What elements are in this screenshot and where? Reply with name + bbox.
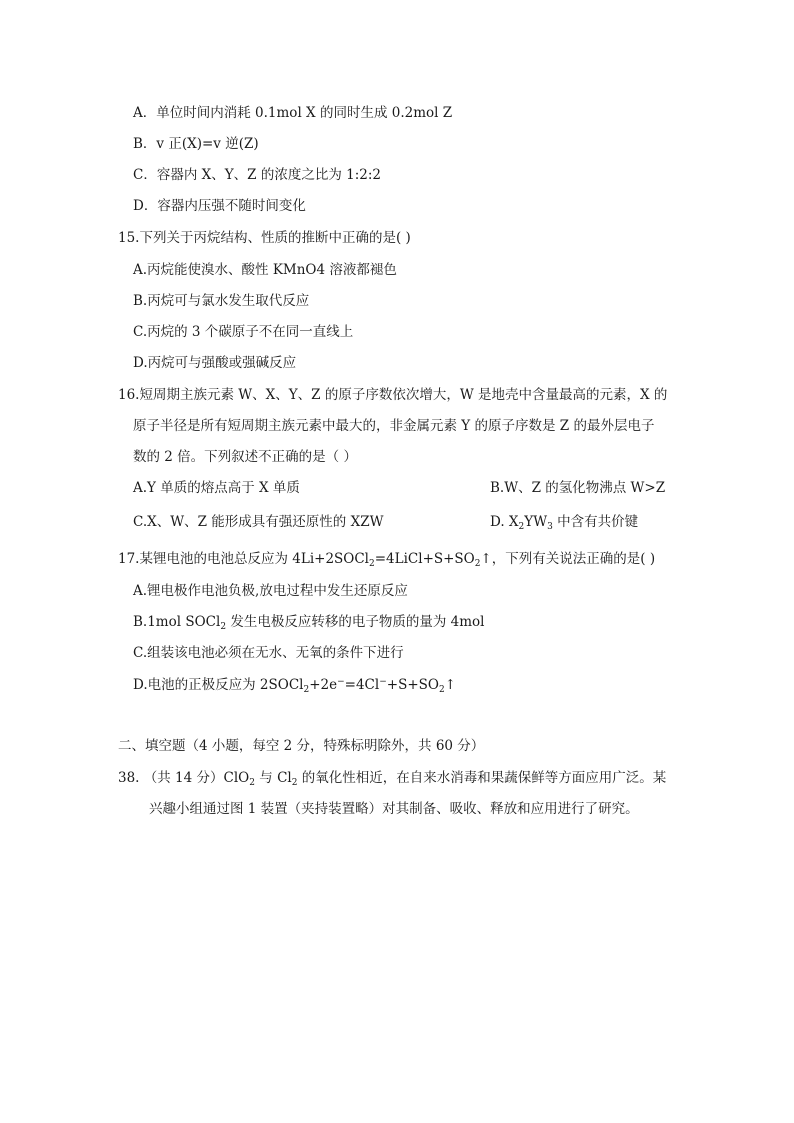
q17-option-d: D.电池的正极反应为 $2SOCl_2+2e^-=4Cl^-+S+SO_2↑$ bbox=[133, 677, 456, 695]
q16-stem-line1: 16.短周期主族元素 W、X、Y、Z 的原子序数依次增大，W 是地壳中含量最高的元素，X 的 bbox=[118, 387, 668, 403]
q17-option-c: C.组装该电池必须在无水、无氧的条件下进行 bbox=[133, 645, 404, 661]
q17-option-a: A.锂电极作电池负极,放电过程中发生还原反应 bbox=[133, 583, 408, 599]
q14-option-b: B．v 正(X)=v 逆(Z) bbox=[133, 136, 259, 152]
q15-option-d: D.丙烷可与强酸或强碱反应 bbox=[133, 355, 297, 371]
q15-stem: 15.下列关于丙烷结构、性质的推断中正确的是( ) bbox=[118, 230, 411, 246]
q16-stem-line3: 数的 2 倍。下列叙述不正确的是（ ） bbox=[133, 449, 357, 465]
q38-line2: 兴趣小组通过图 1 装置（夹持装置略）对其制备、吸收、释放和应用进行了研究。 bbox=[149, 801, 639, 817]
q38-line1: 38. （共 14 分）ClO$_2$ 与 $Cl_2$ 的氧化性相近，在自来水消毒和果蔬保鲜等方面应用广泛。某 bbox=[118, 770, 667, 788]
q16-option-b: B.W、Z 的氢化物沸点 W>Z bbox=[490, 480, 666, 496]
q16-option-d: D. $X_2YW_3$ 中含有共价键 bbox=[490, 514, 639, 532]
q14-option-a: A．单位时间内消耗 0.1mol X 的同时生成 0.2mol Z bbox=[133, 105, 453, 121]
q15-option-c: C.丙烷的 3 个碳原子不在同一直线上 bbox=[133, 324, 354, 340]
q15-option-b: B.丙烷可与氯水发生取代反应 bbox=[133, 293, 310, 309]
q14-option-c: C．容器内 X、Y、Z 的浓度之比为 1:2:2 bbox=[133, 167, 381, 183]
q17-stem: 17.某锂电池的电池总反应为 $4Li+2SOCl_2=4LiCl+S+SO_2↑$，下列有关说法正确的是( ) bbox=[118, 551, 656, 569]
q16-option-c: C.X、W、Z 能形成具有强还原性的 XZW bbox=[133, 514, 384, 530]
q14-option-d: D．容器内压强不随时间变化 bbox=[133, 198, 306, 214]
q15-option-a: A.丙烷能使溴水、酸性 KMnO4 溶液都褪色 bbox=[133, 262, 397, 278]
q16-option-a: A.Y 单质的熔点高于 X 单质 bbox=[133, 480, 300, 496]
section-heading: 二、填空题（4 小题，每空 2 分，特殊标明除外，共 60 分） bbox=[118, 738, 485, 754]
q17-option-b: B.1mol SOCl$_2$ 发生电极反应转移的电子物质的量为 4mol bbox=[133, 614, 485, 632]
q16-stem-line2: 原子半径是所有短周期主族元素中最大的，非金属元素 Y 的原子序数是 Z 的最外层电子 bbox=[133, 418, 655, 434]
